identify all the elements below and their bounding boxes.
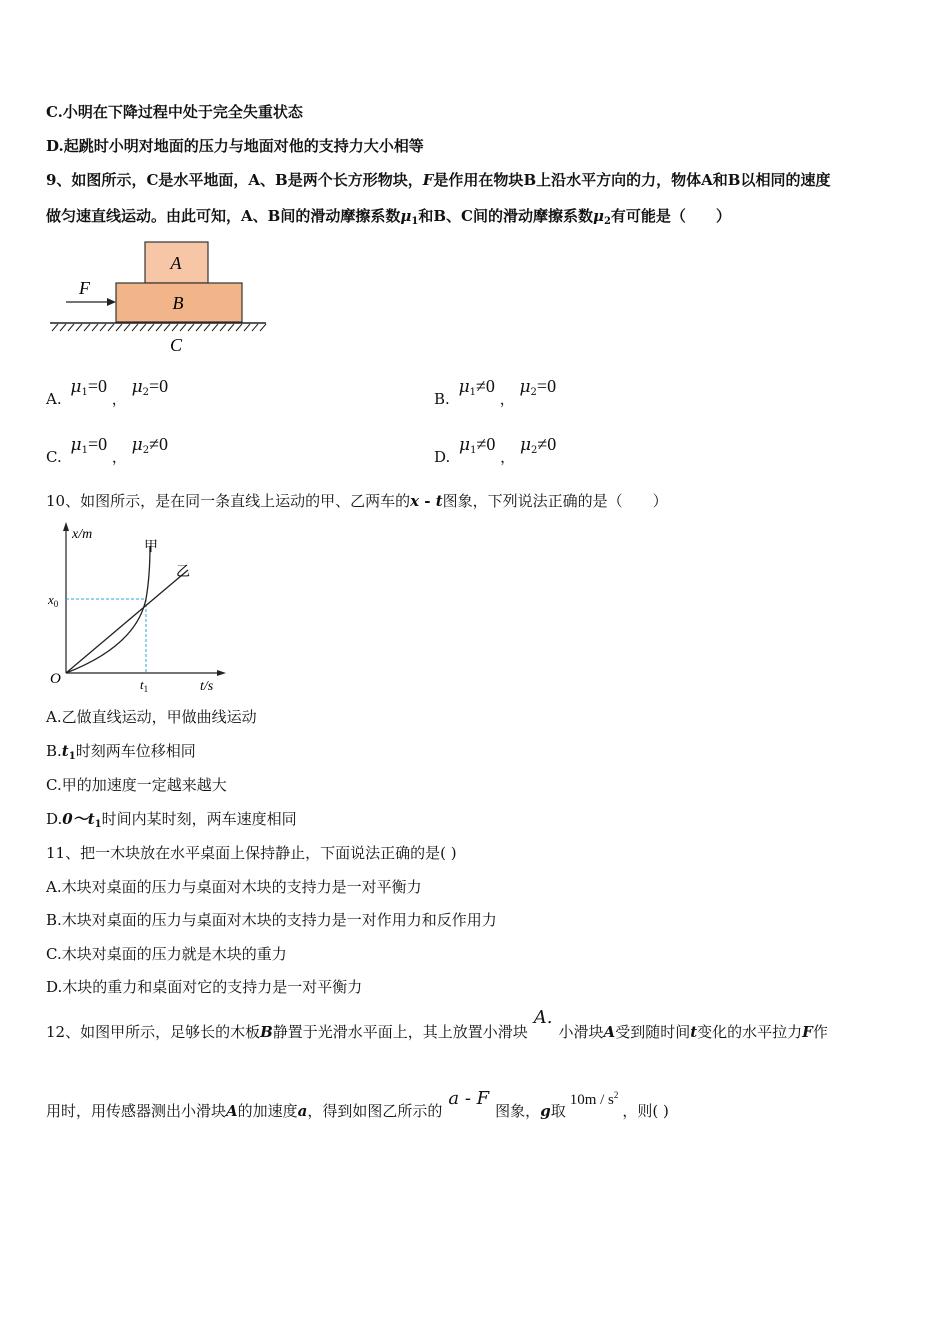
q10-stem: 10、如图所示，是在同一条直线上运动的甲、乙两车的x - t图象，下列说法正确的是（ ） [46, 492, 668, 510]
block-b-label: B [172, 293, 184, 313]
q11-stem: 11、把一木块放在水平桌面上保持静止，下面说法正确的是( ) [46, 844, 457, 862]
q12-stem-line1: 12、如图甲所示，足够长的木板B静置于光滑水平面上，其上放置小滑块A.小滑块A受到随时间t变化的水平拉力F作 [46, 1007, 828, 1041]
arrow-head [107, 298, 116, 306]
line-yi [66, 570, 188, 673]
q10-option-b: $B.t_1$时刻两车位移相同 [46, 742, 196, 762]
q9-option-d: D. $\mu_1\ne 0$ ， $\mu_2\ne 0$ [434, 434, 557, 466]
q10-option-d: $D.0\sim t_1$时间内某时刻，两车速度相同 [46, 810, 297, 830]
q9-option-a: A. $\mu_1=0$ ， $\mu_2=0$ [46, 376, 169, 408]
q9-option-b: B. $\mu_1\ne 0$ ， $\mu_2=0$ [434, 376, 557, 408]
x-axis-label: t/s [200, 679, 214, 694]
y-axis-label: x/m [72, 527, 93, 542]
q9-stem-line1: 9、如图所示，C是水平地面，A、B是两个长方形物块，F是作用在物块B上沿水平方向的力，物体A和B以相同的速度 [46, 171, 831, 189]
x0-label: $x_0$ [48, 592, 59, 609]
q11-option-c: C.木块对桌面的压力就是木块的重力 [46, 945, 287, 963]
origin-label: O [50, 671, 61, 687]
label-yi: 乙 [176, 565, 190, 580]
q8-option-c: C.小明在下降过程中处于完全失重状态 [46, 103, 303, 121]
force-label: F [79, 278, 90, 298]
q8-option-d: D.起跳时小明对地面的压力与地面对他的支持力大小相等 [46, 137, 424, 155]
q10-option-c: C.甲的加速度一定越来越大 [46, 776, 227, 794]
q11-option-a: A.木块对桌面的压力与桌面对木块的支持力是一对平衡力 [46, 878, 422, 896]
q9-stem-line2: 做匀速直线运动。由此可知，A、B间的滑动摩擦系数$\mu_1$和B、C间的滑动摩擦系数$\mu_2$有可能是（ ） [46, 207, 731, 227]
q10-xt-graph [44, 518, 234, 696]
q11-option-d: D.木块的重力和桌面对它的支持力是一对平衡力 [46, 978, 363, 996]
q9-option-c: C. $\mu_1=0$ ， $\mu_2\ne 0$ [46, 434, 168, 466]
t1-label: $t_1$ [140, 677, 149, 694]
q9-blocks-figure [44, 236, 274, 358]
q12-stem-line2: 用时，用传感器测出小滑块A的加速度a，得到如图乙所示的a - F图象，g取$10m / s^2$，则( ) [46, 1088, 669, 1120]
ground-label: C [169, 335, 183, 355]
curve-jia [66, 546, 150, 673]
block-a-label: A [170, 253, 182, 273]
label-jia: 甲 [144, 540, 158, 555]
q11-option-b: B.木块对桌面的压力与桌面对木块的支持力是一对作用力和反作用力 [46, 911, 497, 929]
q10-option-a: A.乙做直线运动，甲做曲线运动 [46, 708, 257, 726]
